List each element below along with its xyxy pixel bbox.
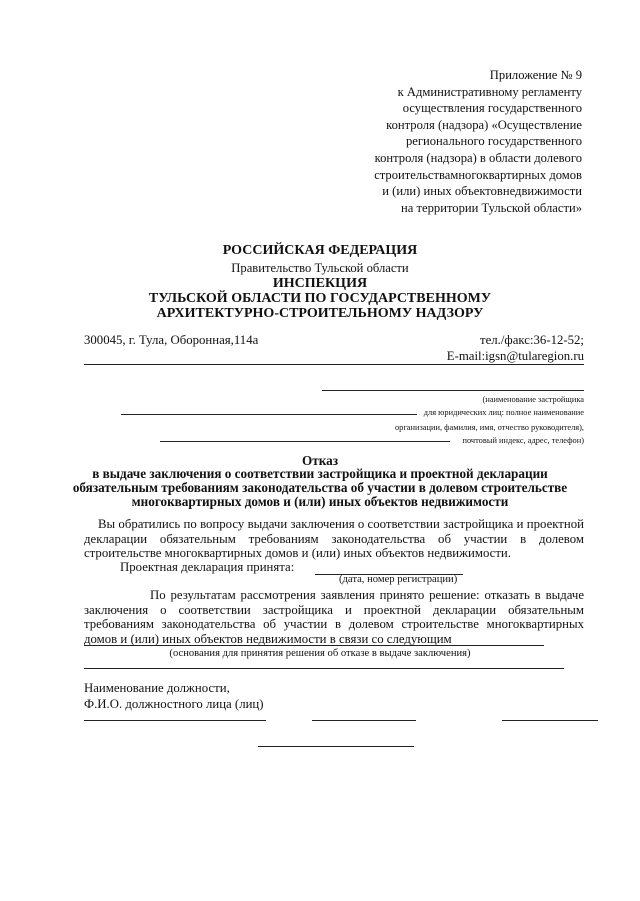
signature-line-sign bbox=[312, 720, 416, 721]
country-name: РОССИЙСКАЯ ФЕДЕРАЦИЯ bbox=[222, 243, 418, 258]
document-title: Отказ bbox=[301, 453, 339, 468]
appendix-line: осуществления государственного bbox=[402, 101, 582, 116]
body-paragraph-1: Вы обратились по вопросу выдачи заключения о соответствии застройщика и проектной декларации обязательным требованиям законодательства об участии в долевом строительстве многоквартирных домов и (или) иных объектов недвижимости. bbox=[84, 517, 584, 561]
org-name-line1: ТУЛЬСКОЙ ОБЛАСТИ ПО ГОСУДАРСТВЕННОМУ bbox=[148, 291, 492, 306]
inspection-title: ИНСПЕКЦИЯ bbox=[272, 276, 368, 291]
government-name: Правительство Тульской области bbox=[231, 261, 409, 275]
appendix-line: на территории Тульской области» bbox=[401, 200, 582, 215]
body-paragraph-2: По результатам рассмотрения заявления принято решение: отказать в выдаче заключения о соответствии застройщика и проектной декларации обязательным требованиям законодательства об участии в долевом строительстве многоквартирных домов и (или) иных объектов недвижимости в связи со следующим bbox=[84, 588, 584, 646]
recipient-line-2 bbox=[121, 414, 417, 415]
signature-line-position bbox=[84, 720, 266, 721]
reasons-line-2 bbox=[84, 668, 564, 669]
header-divider bbox=[84, 364, 584, 365]
appendix-line: строительствамногоквартирных домов bbox=[374, 167, 582, 182]
recipient-line-3 bbox=[160, 441, 450, 442]
signature-line-bottom bbox=[258, 746, 414, 747]
signature-line-fio bbox=[502, 720, 598, 721]
appendix-line: регионального государственного bbox=[405, 134, 582, 149]
title-line-1: в выдаче заключения о соответствии застройщика и проектной декларации bbox=[92, 466, 548, 481]
org-name-line2: АРХИТЕКТУРНО-СТРОИТЕЛЬНОМУ НАДЗОРУ bbox=[156, 306, 484, 321]
org-address: 300045, г. Тула, Оборонная,114а bbox=[84, 333, 259, 347]
signature-fio-label: Ф.И.О. должностного лица (лиц) bbox=[84, 697, 264, 711]
org-email: E-mail:igsn@tularegion.ru bbox=[446, 349, 584, 363]
declaration-label: Проектная декларация принята: bbox=[120, 560, 295, 574]
recipient-label-1: (наименование застройщика bbox=[482, 395, 584, 404]
title-line-3: многоквартирных домов и (или) иных объектов недвижимости bbox=[131, 494, 509, 509]
appendix-line: контроля (надзора) в области долевого bbox=[374, 150, 582, 165]
appendix-line: контроля (надзора) «Осуществление bbox=[386, 117, 582, 132]
title-line-2: обязательным требованиям законодательства об участии в долевом строительстве bbox=[72, 480, 568, 495]
reasons-hint: (основания для принятия решения об отказе в выдаче заключения) bbox=[169, 648, 471, 659]
declaration-hint: (дата, номер регистрации) bbox=[339, 574, 458, 585]
appendix-line: и (или) иных объектовнедвижимости bbox=[382, 184, 582, 199]
appendix-block bbox=[342, 67, 582, 216]
org-phone: тел./факс:36-12-52; bbox=[480, 333, 584, 347]
appendix-line: Приложение № 9 bbox=[489, 68, 582, 82]
recipient-label-3: организации, фамилия, имя, отчество руководителя), bbox=[394, 423, 584, 432]
appendix-line: к Административному регламенту bbox=[397, 84, 582, 99]
signature-position-label: Наименование должности, bbox=[84, 681, 230, 695]
recipient-label-4: почтовый индекс, адрес, телефон) bbox=[462, 436, 584, 445]
recipient-line-1 bbox=[322, 390, 584, 391]
reasons-line-1 bbox=[84, 645, 544, 646]
recipient-label-2: для юридических лиц: полное наименование bbox=[423, 408, 584, 417]
